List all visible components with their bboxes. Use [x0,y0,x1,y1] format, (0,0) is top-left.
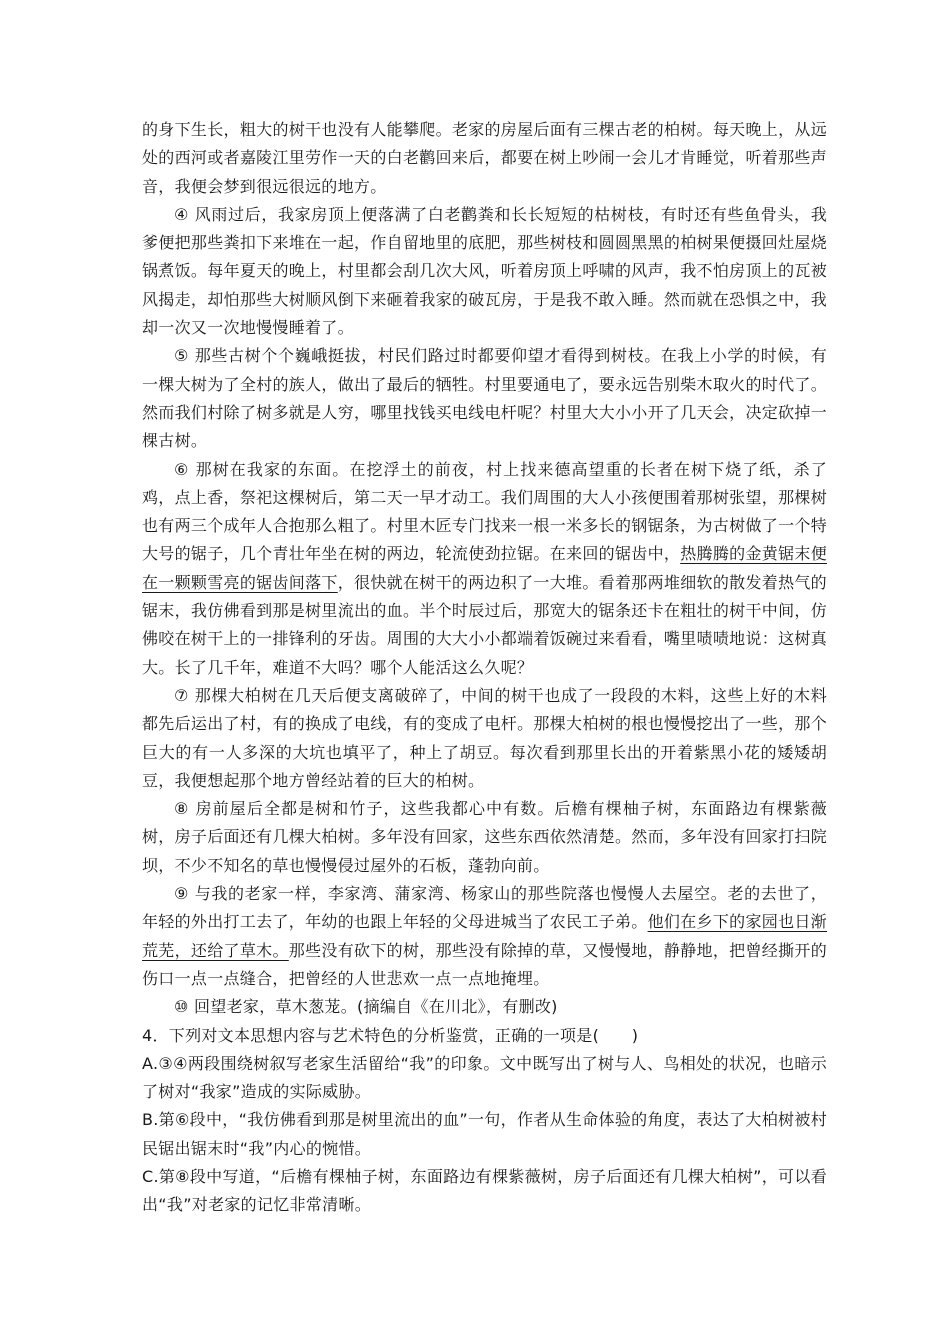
passage-paragraph-continued: 的身下生长，粗大的树干也没有人能攀爬。老家的房屋后面有三棵古老的柏树。每天晚上，从远处的西河或者嘉陵江里劳作一天的白老鹳回来后，都要在树上吵闹一会儿才肯睡觉，听着那些声音，我便会梦到很远很远的地方。 [142,120,827,196]
option-a: A.③④两段围绕树叙写老家生活留给“我”的印象。文中既写出了树与人、鸟相处的状况，也暗示了树对“我家”造成的实际威胁。 [142,1053,827,1102]
paragraph-6-text-end: ，很快就在树干的两边积了一大堆。看着那两堆细软的散发着热气的锯末，我仿佛看到那是树里流出的血。半个时辰过后，那宽大的锯条还卡在粗壮的树干中间，仿佛咬在树干上的一排锋利的牙齿。周围的大大小小都端着饭碗过来看看，嘴里啧啧地说：这树真大。长了几千年，难道不大吗？哪个人能活这么久呢？ [142,572,827,677]
paragraph-9-text-start: ⑨ 与我的老家一样，李家湾、蒲家湾、杨家山的那些院落也慢慢人去屋空。老的去世了，年轻的外出打工去了，年幼的也跟上年轻的父母进城当了农民工子弟。 [142,884,827,932]
passage-paragraph-4: ④ 风雨过后，我家房顶上便落满了白老鹳粪和长长短短的枯树枝，有时还有些鱼骨头，我爹便把那些粪扣下来堆在一起，作自留地里的底肥，那些树枝和圆圆黑黑的柏树果便摄回灶屋烧锅煮饭。每年夏天的晚上，村里都会刮几次大风，听着房顶上呼啸的风声，我不怕房顶上的瓦被风揭走，却怕那些大树顺风倒下来砸着我家的破瓦房，于是我不敢入睡。然而就在恐惧之中，我却一次又一次地慢慢睡着了。 [142,204,827,338]
passage-paragraph-8: ⑧ 房前屋后全都是树和竹子，这些我都心中有数。后檐有棵柚子树，东面路边有棵紫薇树，房子后面还有几棵大柏树。多年没有回家，这些东西依然清楚。然而，多年没有回家打扫院坝，不少不知名的草也慢慢侵过屋外的石板，蓬勃向前。 [142,799,827,875]
document-content [142,116,827,1220]
passage-paragraph-5: ⑤ 那些古树个个巍峨挺拔，村民们路过时都要仰望才看得到树枝。在我上小学的时候，有一棵大树为了全村的族人，做出了最后的牺牲。村里要通电了，要永远告别柴木取火的时代了。然而我们村除了树多就是人穷，哪里找钱买电线电杆呢？村里大大小小开了几天会，决定砍掉一棵古树。 [142,346,827,451]
question-stem: 4．下列对文本思想内容与艺术特色的分析鉴赏，正确的一项是( ) [142,1025,639,1045]
paragraph-9-text-end: 那些没有砍下的树，那些没有除掉的草，又慢慢地，静静地，把曾经撕开的伤口一点一点缝合，把曾经的人世悲欢一点一点地掩埋。 [142,940,828,988]
passage-paragraph-9 [142,880,827,993]
passage-paragraph-6 [142,456,827,682]
option-c: C.第⑧段中写道，“后檐有棵柚子树，东面路边有棵紫薇树，房子后面还有几棵大柏树”，可以看出“我”对老家的记忆非常清晰。 [142,1166,827,1215]
passage-paragraph-10: ⑩ 回望老家，草木葱茏。(摘编自《在川北》，有删改) [174,997,558,1017]
paragraph-9-underlined-sentence: 他们在乡下的家园也日渐荒芜，还给了草木。 [142,912,827,960]
paragraph-6-text-start: ⑥ 那树在我家的东面。在挖浮土的前夜，村上找来德高望重的长者在树下烧了纸，杀了鸡，点上香，祭祀这棵树后，第二天一早才动工。我们周围的大人小孩便围着那树张望，那棵树也有两三个成年人合抱那么粗了。村里木匠专门找来一根一米多长的钢锯条，为古树做了一个特大号的锯子，几个青壮年坐在树的两边，轮流使劲拉锯。在来回的锯齿中， [142,459,827,564]
option-b: B.第⑥段中，“我仿佛看到那是树里流出的血”一句，作者从生命体验的角度，表达了大柏树被村民锯出锯末时“我”内心的惋惜。 [142,1110,827,1158]
passage-paragraph-7: ⑦ 那棵大柏树在几天后便支离破碎了，中间的树干也成了一段段的木料，这些上好的木料都先后运出了村，有的换成了电线，有的变成了电杆。那棵大柏树的根也慢慢挖出了一些，那个巨大的有一人多深的大坑也填平了，种上了胡豆。每次看到那里长出的开着紫黑小花的矮矮胡豆，我便想起那个地方曾经站着的巨大的柏树。 [142,685,827,790]
paragraph-6-underlined-sentence: 热腾腾的金黄锯末便在一颗颗雪亮的锯齿间落下 [142,544,827,592]
